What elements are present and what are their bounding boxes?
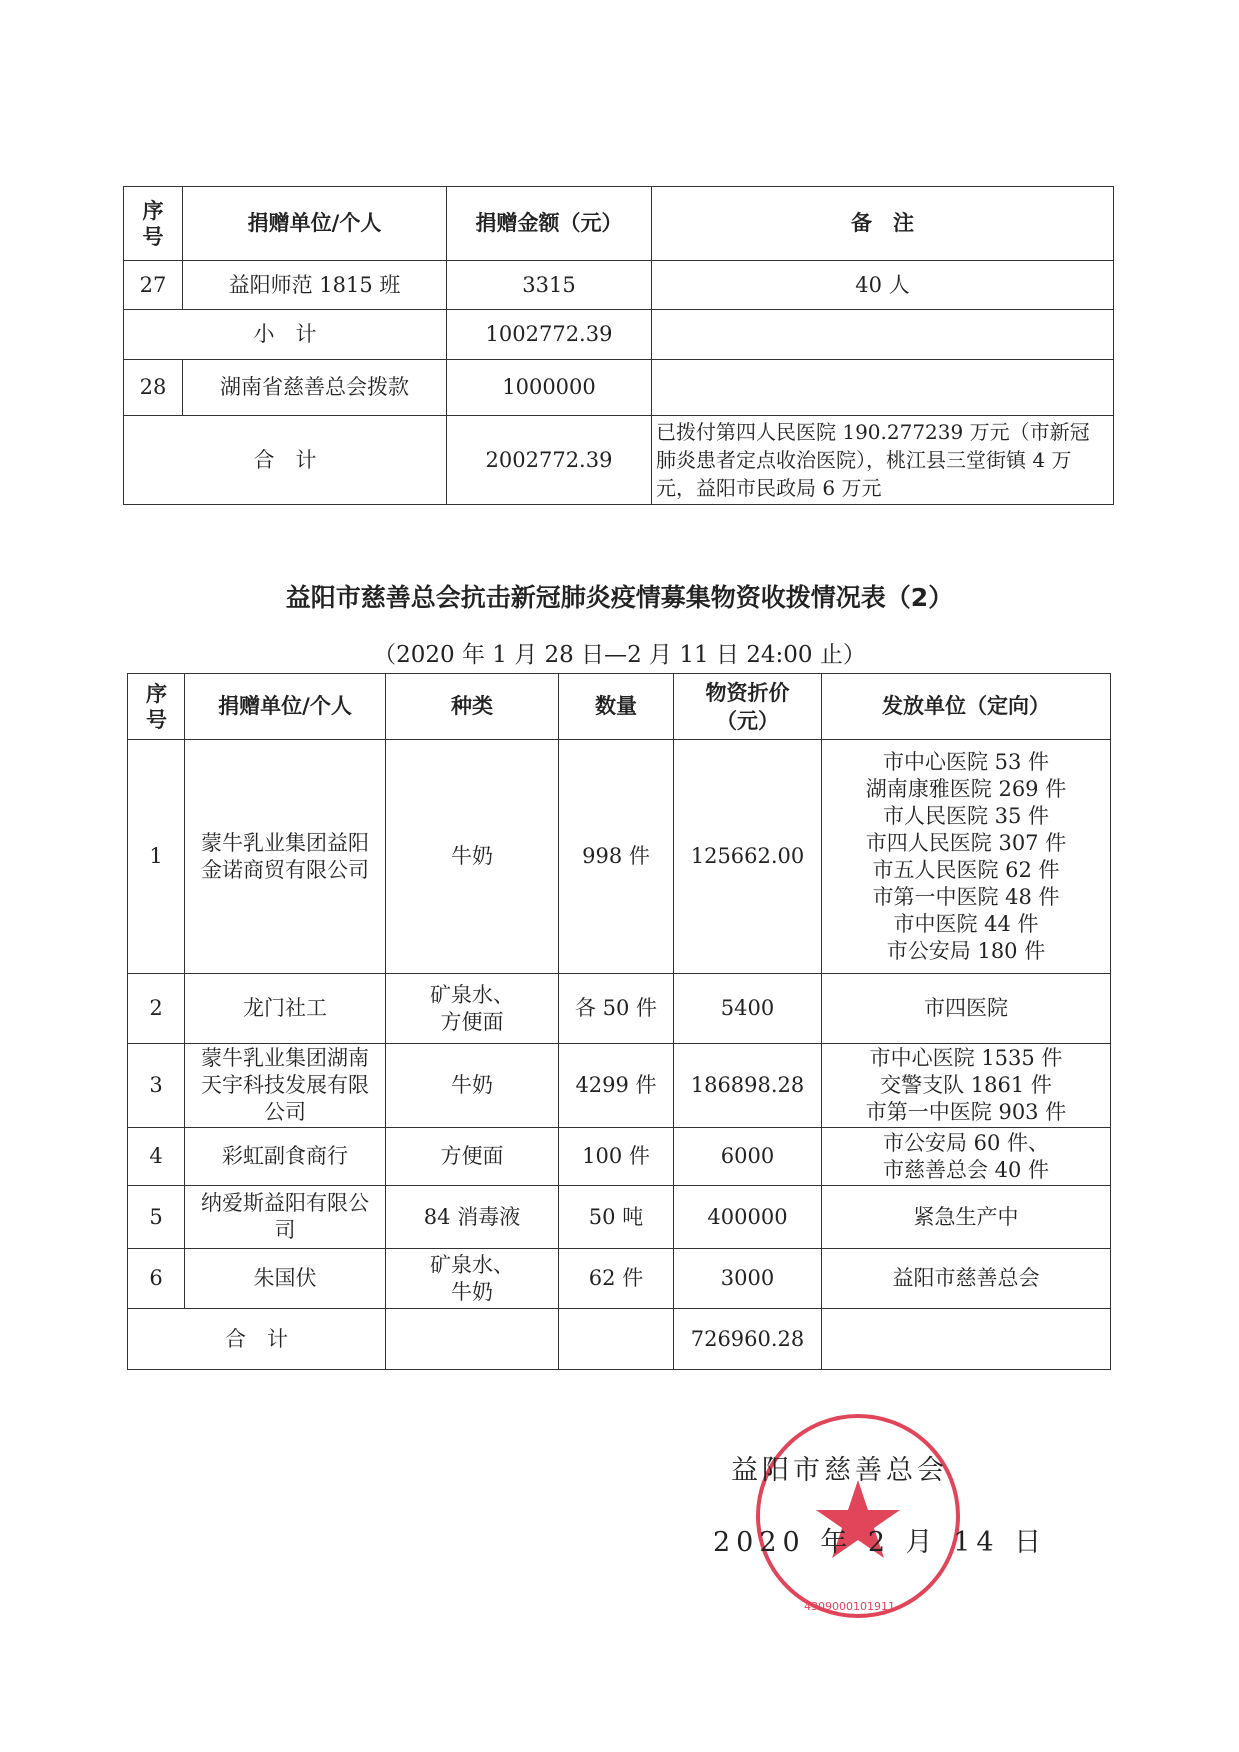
row-kind: 矿泉水、方便面	[386, 974, 559, 1044]
row-donor: 湖南省慈善总会拨款	[183, 360, 447, 416]
row-amount: 1000000	[447, 360, 652, 416]
table-row	[128, 740, 1111, 974]
header-distribution: 发放单位（定向）	[822, 674, 1111, 740]
row-no: 27	[124, 261, 183, 310]
header-amount: 捐赠金额（元）	[447, 187, 652, 261]
header-donor: 捐赠单位/个人	[185, 674, 386, 740]
row-distribution	[822, 974, 1111, 1044]
table-row	[124, 261, 1114, 310]
distribution-line: 市四人民医院 307 件	[865, 830, 1067, 855]
subtotal-amount: 1002772.39	[447, 310, 652, 360]
header-donor: 捐赠单位/个人	[183, 187, 447, 261]
subtotal-note	[652, 310, 1114, 360]
distribution-line: 市五人民医院 62 件	[872, 857, 1060, 882]
row-no: 3	[128, 1044, 185, 1128]
header-value: 物资折价（元）	[674, 674, 822, 740]
row-distribution	[822, 1044, 1111, 1128]
header-no: 序号	[124, 187, 183, 261]
distribution-line: 紧急生产中	[913, 1204, 1019, 1229]
table-row	[124, 360, 1114, 416]
row-no: 1	[128, 740, 185, 974]
total-note: 已拨付第四人民医院 190.277239 万元（市新冠肺炎患者定点收治医院），桃江县三堂街镇 4 万元，益阳市民政局 6 万元	[652, 416, 1114, 505]
row-value: 6000	[674, 1128, 822, 1186]
row-qty: 各 50 件	[559, 974, 674, 1044]
table-row	[128, 974, 1111, 1044]
row-qty: 62 件	[559, 1249, 674, 1309]
seal-code: 4309000101911	[804, 1600, 895, 1613]
page-title: 益阳市慈善总会抗击新冠肺炎疫情募集物资收拨情况表（2）	[285, 583, 954, 612]
row-no: 6	[128, 1249, 185, 1309]
table-row	[128, 1186, 1111, 1249]
table-row	[128, 1128, 1111, 1186]
materials-table	[127, 673, 1111, 1370]
row-distribution	[822, 1249, 1111, 1309]
row-donor: 蒙牛乳业集团湖南天宇科技发展有限公司	[185, 1044, 386, 1128]
row-qty: 4299 件	[559, 1044, 674, 1128]
row-donor: 益阳师范 1815 班	[183, 261, 447, 310]
total-qty	[559, 1309, 674, 1370]
row-note: 40 人	[652, 261, 1114, 310]
row-donor: 彩虹副食商行	[185, 1128, 386, 1186]
distribution-line: 湖南康雅医院 269 件	[865, 776, 1067, 801]
header-no: 序号	[128, 674, 185, 740]
subtotal-label: 小 计	[124, 310, 447, 360]
row-qty: 100 件	[559, 1128, 674, 1186]
signature-org: 益阳市慈善总会	[731, 1455, 948, 1486]
official-seal-stamp	[752, 1410, 964, 1622]
total-row	[124, 416, 1114, 505]
row-donor: 龙门社工	[185, 974, 386, 1044]
row-donor: 蒙牛乳业集团益阳金诺商贸有限公司	[185, 740, 386, 974]
distribution-line: 市中医院 44 件	[893, 911, 1039, 936]
total-value: 726960.28	[674, 1309, 822, 1370]
row-note	[652, 360, 1114, 416]
signature-date: 2020 年 2 月 14 日	[713, 1527, 1048, 1558]
distribution-line: 益阳市慈善总会	[892, 1266, 1040, 1290]
total-row	[128, 1309, 1111, 1370]
row-no: 4	[128, 1128, 185, 1186]
row-no: 2	[128, 974, 185, 1044]
header-note: 备 注	[652, 187, 1114, 261]
row-distribution	[822, 740, 1111, 974]
distribution-line: 市第一中医院 903 件	[865, 1100, 1067, 1124]
row-value: 5400	[674, 974, 822, 1044]
total-kind	[386, 1309, 559, 1370]
row-qty: 998 件	[559, 740, 674, 974]
subtotal-row	[124, 310, 1114, 360]
row-value: 186898.28	[674, 1044, 822, 1128]
row-value: 3000	[674, 1249, 822, 1309]
row-donor: 纳爱斯益阳有限公司	[185, 1186, 386, 1249]
donation-table	[123, 186, 1114, 505]
row-distribution	[822, 1128, 1111, 1186]
row-value: 400000	[674, 1186, 822, 1249]
row-kind: 牛奶	[386, 740, 559, 974]
total-label: 合 计	[128, 1309, 386, 1370]
distribution-line: 市第一中医院 48 件	[872, 884, 1060, 909]
row-qty: 50 吨	[559, 1186, 674, 1249]
row-amount: 3315	[447, 261, 652, 310]
distribution-line: 市中心医院 53 件	[882, 749, 1050, 774]
total-distribution	[822, 1309, 1111, 1370]
row-donor: 朱国伏	[185, 1249, 386, 1309]
row-kind: 84 消毒液	[386, 1186, 559, 1249]
header-kind: 种类	[386, 674, 559, 740]
table-row	[128, 1044, 1111, 1128]
distribution-line: 市四医院	[924, 996, 1008, 1020]
distribution-line: 市公安局 180 件	[886, 938, 1046, 963]
distribution-line: 市公安局 60 件、	[882, 1130, 1050, 1155]
row-kind: 方便面	[386, 1128, 559, 1186]
total-label: 合 计	[124, 416, 447, 505]
distribution-line: 交警支队 1861 件	[880, 1073, 1052, 1097]
table-row	[128, 1249, 1111, 1309]
header-qty: 数量	[559, 674, 674, 740]
row-kind: 牛奶	[386, 1044, 559, 1128]
row-no: 5	[128, 1186, 185, 1249]
row-no: 28	[124, 360, 183, 416]
row-value: 125662.00	[674, 740, 822, 974]
distribution-line: 市人民医院 35 件	[882, 803, 1050, 828]
distribution-line: 市慈善总会 40 件	[882, 1157, 1050, 1182]
page-subtitle: （2020 年 1 月 28 日—2 月 11 日 24:00 止）	[373, 642, 866, 668]
row-distribution	[822, 1186, 1111, 1249]
distribution-line: 市中心医院 1535 件	[869, 1046, 1063, 1070]
row-kind: 矿泉水、牛奶	[386, 1249, 559, 1309]
total-amount: 2002772.39	[447, 416, 652, 505]
